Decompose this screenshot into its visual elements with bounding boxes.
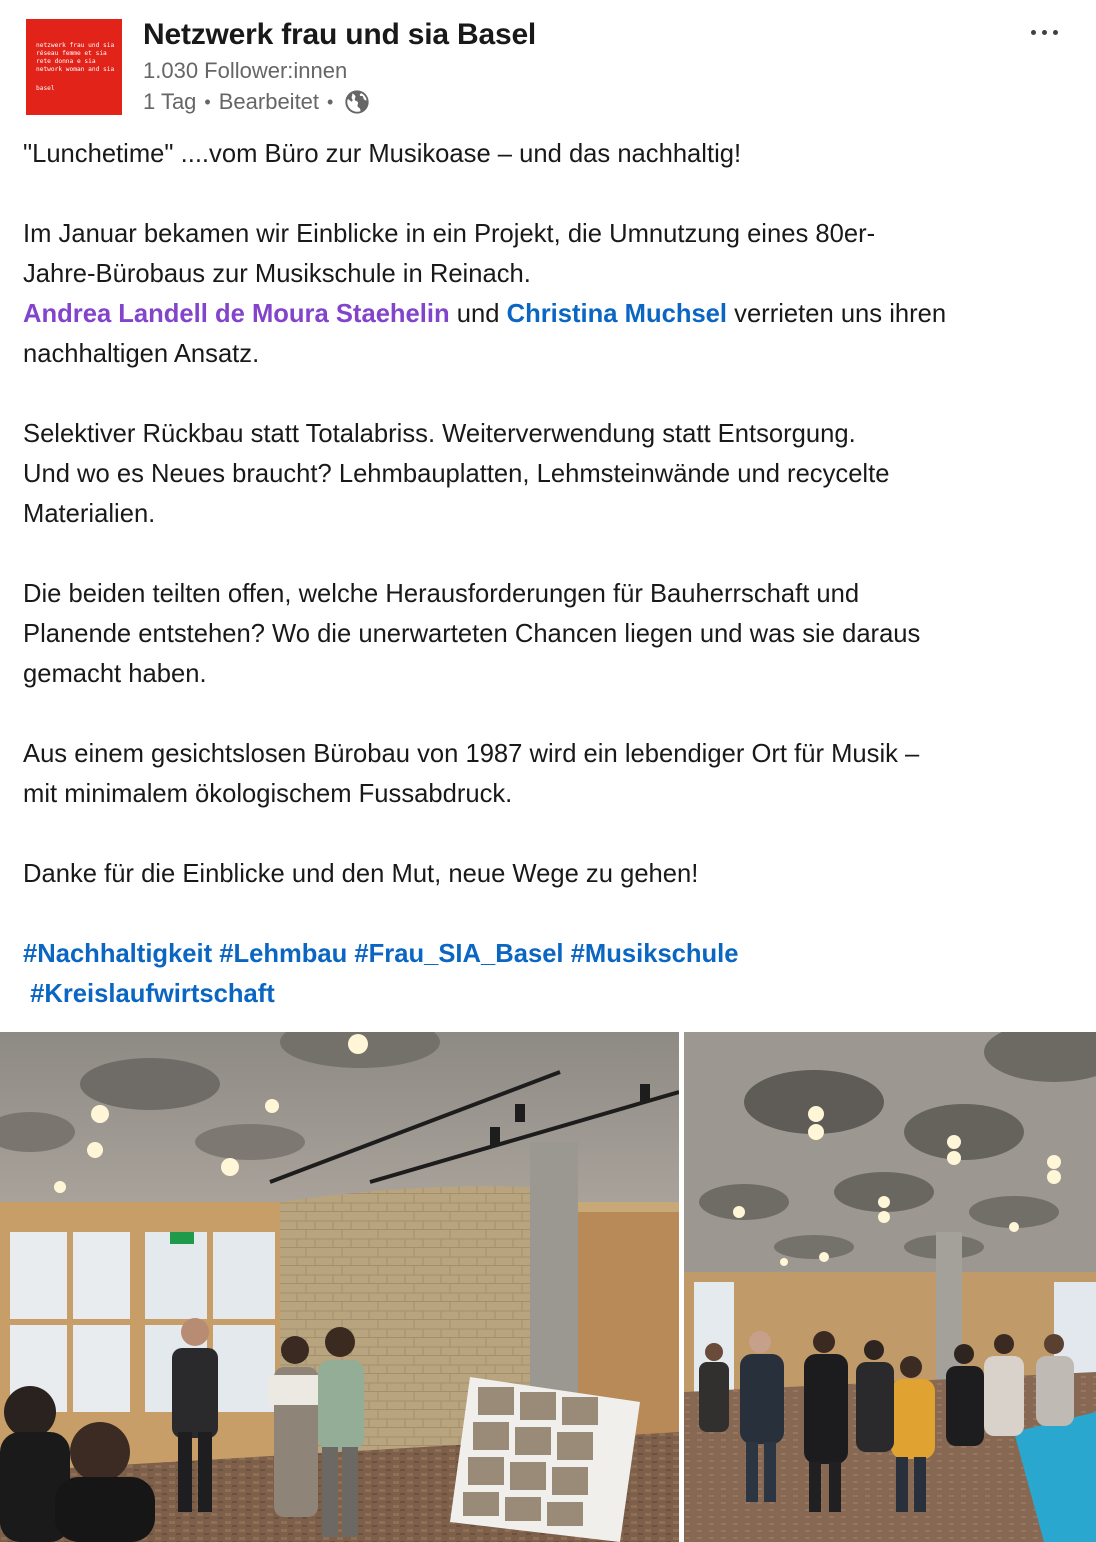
post-line: "Lunchetime" ....vom Büro zur Musikoase – und das nachhaltig!: [23, 140, 742, 168]
hashtag-link[interactable]: #Frau_SIA_Basel: [354, 940, 564, 968]
post-line: Selektiver Rückbau statt Totalabriss. Weiterverwendung statt Entsorgung.: [23, 420, 856, 448]
photo-grid: [0, 1032, 1096, 1542]
post-line: [23, 294, 1073, 334]
hashtag-line: [23, 974, 1073, 1014]
org-name-link[interactable]: Netzwerk frau und sia Basel: [143, 18, 537, 51]
post-header: [0, 0, 1096, 130]
post-text: verrieten uns ihren: [727, 300, 947, 328]
more-dot: [1031, 30, 1036, 35]
hashtag-line: [23, 934, 1073, 974]
post-line: Planende entstehen? Wo die unerwarteten Chancen liegen und was sie daraus: [23, 620, 921, 648]
more-options-button[interactable]: [1022, 20, 1066, 44]
mention-christina[interactable]: Christina Muchsel: [506, 300, 728, 328]
logo-city: basel: [36, 85, 55, 92]
post-meta: [143, 88, 371, 116]
post-line: Und wo es Neues braucht? Lehmbauplatten, Lehmsteinwände und recycelte: [23, 460, 890, 488]
post-line: mit minimalem ökologischem Fussabdruck.: [23, 780, 513, 808]
more-dot: [1042, 30, 1047, 35]
post-line: Jahre-Bürobaus zur Musikschule in Reinach.: [23, 260, 531, 288]
more-dot: [1053, 30, 1058, 35]
post-line: nachhaltigen Ansatz.: [23, 340, 260, 368]
edited-label: Bearbeitet: [218, 89, 320, 114]
post-line: Aus einem gesichtslosen Bürobau von 1987 wird ein lebendiger Ort für Musik –: [23, 740, 920, 768]
post-photo[interactable]: [0, 1032, 679, 1542]
post-line: Materialien.: [23, 500, 156, 528]
hashtag-link[interactable]: #Kreislaufwirtschaft: [30, 980, 275, 1008]
mention-andrea[interactable]: Andrea Landell de Moura Staehelin: [23, 300, 450, 328]
connector-text: und: [449, 300, 507, 328]
hashtag-link[interactable]: #Nachhaltigkeit: [23, 940, 213, 968]
follower-count: 1.030 Follower:innen: [143, 58, 348, 83]
post-line: Danke für die Einblicke und den Mut, neue Wege zu gehen!: [23, 860, 699, 888]
logo-text: netzwerk frau und sia réseau femme et sia rete donna e sia network woman and sia: [36, 42, 115, 73]
hashtag-link[interactable]: #Musikschule: [570, 940, 739, 968]
post-line: Im Januar bekamen wir Einblicke in ein Projekt, die Umnutzung eines 80er-: [23, 220, 876, 248]
post-photo[interactable]: [684, 1032, 1096, 1542]
post-body: [23, 134, 1073, 1014]
post-line: Die beiden teilten offen, welche Herausforderungen für Bauherrschaft und: [23, 580, 860, 608]
post-line: gemacht haben.: [23, 660, 207, 688]
separator-dot: •: [204, 91, 211, 112]
hashtag-link[interactable]: #Lehmbau: [219, 940, 348, 968]
globe-icon: [343, 88, 371, 116]
separator-dot: •: [327, 91, 334, 112]
post-time[interactable]: 1 Tag: [143, 89, 197, 114]
company-logo[interactable]: [26, 19, 122, 115]
